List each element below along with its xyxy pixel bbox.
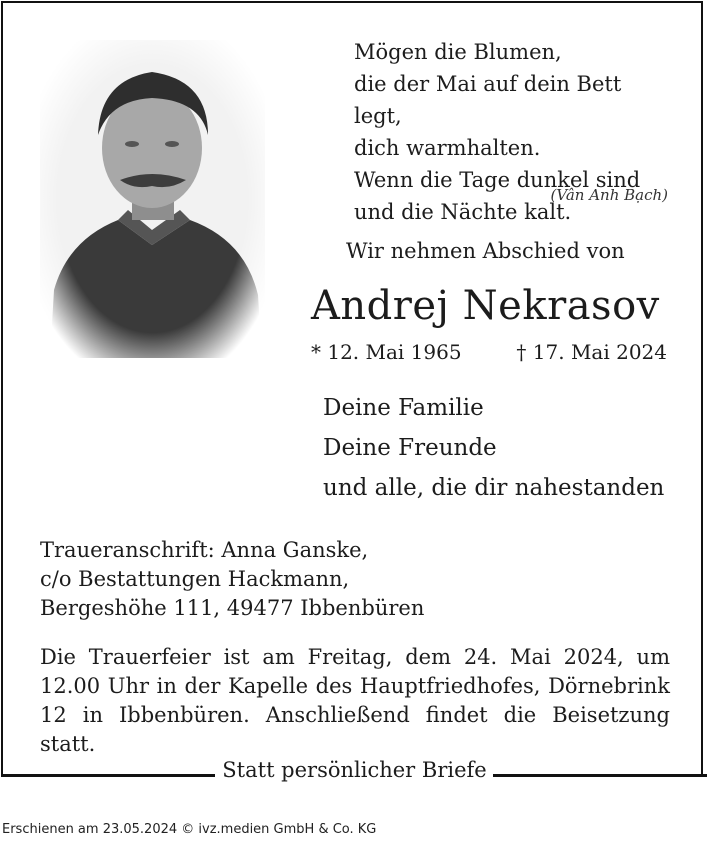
address-line: c/o Bestattungen Hackmann, xyxy=(40,567,350,591)
birth-date: * 12. Mai 1965 xyxy=(311,340,462,364)
poem-line: die der Mai auf dein Bett legt, xyxy=(354,72,622,128)
poem-line: dich warmhalten. xyxy=(354,136,541,160)
death-date: † 17. Mai 2024 xyxy=(516,340,667,364)
poem-line: Wenn die Tage dunkel sind xyxy=(354,168,641,192)
address-line: Bergeshöhe 111, 49477 Ibbenbüren xyxy=(40,596,425,620)
portrait-photo xyxy=(40,40,265,358)
poem-author: (Vân Anh Bạch) xyxy=(550,186,668,204)
mourner-line: Deine Familie xyxy=(323,395,484,421)
portrait-image xyxy=(40,40,265,358)
poem-line: Mögen die Blumen, xyxy=(354,40,562,64)
mourning-address xyxy=(40,536,424,623)
frame-bottom-rule-left xyxy=(1,774,215,777)
frame-bottom-rule-right xyxy=(493,774,707,777)
address-line: Traueranschrift: Anna Ganske, xyxy=(40,538,369,562)
mourners-list xyxy=(323,388,664,508)
poem-line: und die Nächte kalt. xyxy=(354,200,572,224)
footer-note: Statt persönlicher Briefe xyxy=(222,758,487,782)
ceremony-info: Die Trauerfeier ist am Freitag, dem 24. Mai 2024, um 12.00 Uhr in der Kapelle des Hauptfriedhofes, Dörnebrink 12 in Ibbenbüren. Anschließend findet die Beisetzung statt. xyxy=(40,645,670,756)
farewell-intro: Wir nehmen Abschied von xyxy=(346,239,625,263)
mourner-line: Deine Freunde xyxy=(323,435,497,461)
deceased-name: Andrej Nekrasov xyxy=(311,283,660,329)
mourner-line: und alle, die dir nahestanden xyxy=(323,475,665,501)
publication-credit: Erschienen am 23.05.2024 © ivz.medien GmbH & Co. KG xyxy=(2,822,377,837)
